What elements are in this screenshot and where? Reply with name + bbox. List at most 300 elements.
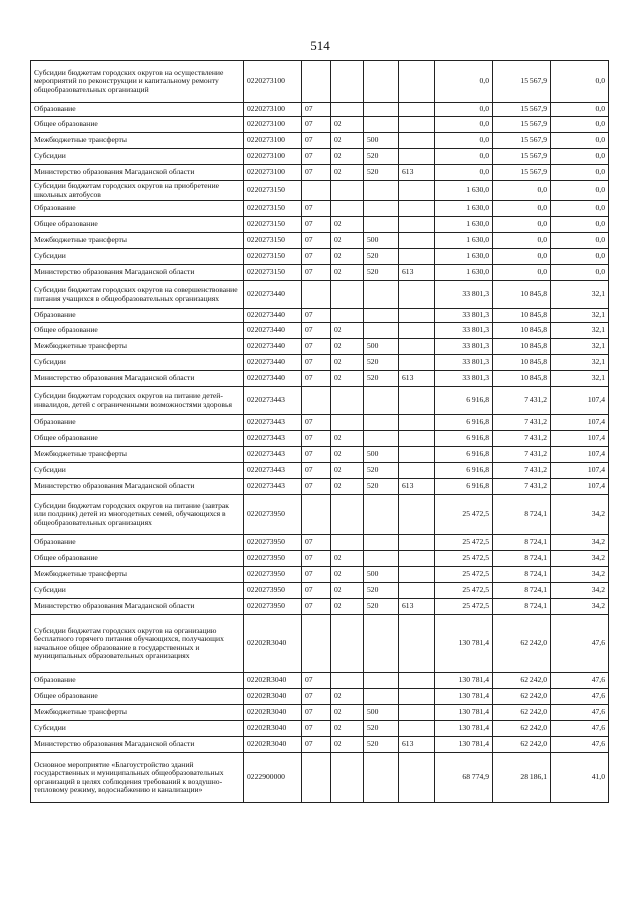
row-expense-type-code: 500 <box>364 705 399 721</box>
row-section-code: 07 <box>302 431 331 447</box>
row-administrator-code <box>399 567 435 583</box>
row-target-article-code: 0220273150 <box>244 201 302 217</box>
row-name: Министерство образования Магаданской области <box>31 165 244 181</box>
row-section-code <box>302 61 331 103</box>
row-plan-amount: 1 630,0 <box>435 201 493 217</box>
row-plan-amount: 1 630,0 <box>435 181 493 201</box>
row-expense-type-code <box>364 387 399 415</box>
row-section-code <box>302 181 331 201</box>
row-plan-amount: 25 472,5 <box>435 535 493 551</box>
row-name: Субсидии бюджетам городских округов на осуществление мероприятий по реконструкции и капитальному ремонту общеобразовательных организаций <box>31 61 244 103</box>
table-row <box>31 673 609 689</box>
row-target-article-code: 02202R3040 <box>244 689 302 705</box>
row-expense-type-code <box>364 117 399 133</box>
row-expense-type-code: 520 <box>364 355 399 371</box>
row-administrator-code <box>399 339 435 355</box>
row-subsection-code <box>331 181 364 201</box>
row-execution-percent: 47,6 <box>551 705 609 721</box>
row-expense-type-code: 520 <box>364 737 399 753</box>
row-section-code: 07 <box>302 535 331 551</box>
row-expense-type-code: 520 <box>364 479 399 495</box>
row-expense-type-code: 520 <box>364 265 399 281</box>
row-execution-percent: 0,0 <box>551 117 609 133</box>
row-section-code: 07 <box>302 689 331 705</box>
row-expense-type-code: 520 <box>364 463 399 479</box>
row-execution-percent: 107,4 <box>551 479 609 495</box>
row-name: Основное мероприятие «Благоустройство зданий государственных и муниципальных общеобразовательных организаций в целях соблюдения требований к воздушно-тепловому режиму, водоснабжению и канализации» <box>31 753 244 803</box>
row-administrator-code: 613 <box>399 165 435 181</box>
table-row <box>31 705 609 721</box>
row-name: Общее образование <box>31 431 244 447</box>
row-name: Субсидии бюджетам городских округов на совершенствование питания учащихся в общеобразовательных организациях <box>31 281 244 309</box>
row-subsection-code <box>331 281 364 309</box>
row-name: Образование <box>31 103 244 117</box>
row-plan-amount: 25 472,5 <box>435 599 493 615</box>
row-plan-amount: 130 781,4 <box>435 673 493 689</box>
row-name: Субсидии <box>31 721 244 737</box>
row-target-article-code: 0220273100 <box>244 149 302 165</box>
row-target-article-code: 0220273440 <box>244 355 302 371</box>
row-subsection-code <box>331 309 364 323</box>
row-actual-amount: 7 431,2 <box>493 463 551 479</box>
row-actual-amount: 10 845,8 <box>493 323 551 339</box>
row-subsection-code: 02 <box>331 265 364 281</box>
row-name: Субсидии бюджетам городских округов на организацию бесплатного горячего питания обучающихся, получающих начальное общее образование в государственных и муниципальных образовательных организациях <box>31 615 244 673</box>
row-execution-percent: 0,0 <box>551 103 609 117</box>
row-plan-amount: 33 801,3 <box>435 339 493 355</box>
row-execution-percent: 32,1 <box>551 323 609 339</box>
row-subsection-code: 02 <box>331 165 364 181</box>
row-actual-amount: 8 724,1 <box>493 551 551 567</box>
table-row <box>31 753 609 803</box>
row-plan-amount: 33 801,3 <box>435 281 493 309</box>
row-plan-amount: 1 630,0 <box>435 265 493 281</box>
row-target-article-code: 0220273950 <box>244 583 302 599</box>
row-actual-amount: 10 845,8 <box>493 371 551 387</box>
row-execution-percent: 0,0 <box>551 181 609 201</box>
row-administrator-code <box>399 689 435 705</box>
row-subsection-code: 02 <box>331 233 364 249</box>
table-row <box>31 103 609 117</box>
row-expense-type-code <box>364 415 399 431</box>
row-name: Образование <box>31 673 244 689</box>
table-row <box>31 447 609 463</box>
row-section-code: 07 <box>302 133 331 149</box>
row-expense-type-code: 520 <box>364 599 399 615</box>
row-plan-amount: 0,0 <box>435 61 493 103</box>
row-section-code: 07 <box>302 355 331 371</box>
row-section-code: 07 <box>302 583 331 599</box>
row-plan-amount: 33 801,3 <box>435 355 493 371</box>
row-execution-percent: 32,1 <box>551 281 609 309</box>
row-expense-type-code: 520 <box>364 371 399 387</box>
row-execution-percent: 0,0 <box>551 61 609 103</box>
row-administrator-code <box>399 447 435 463</box>
row-administrator-code <box>399 217 435 233</box>
table-row <box>31 567 609 583</box>
row-actual-amount: 7 431,2 <box>493 447 551 463</box>
row-actual-amount: 15 567,9 <box>493 133 551 149</box>
row-actual-amount: 8 724,1 <box>493 583 551 599</box>
row-plan-amount: 6 916,8 <box>435 479 493 495</box>
row-name: Общее образование <box>31 551 244 567</box>
table-row <box>31 233 609 249</box>
table-row <box>31 249 609 265</box>
row-actual-amount: 8 724,1 <box>493 567 551 583</box>
table-row <box>31 133 609 149</box>
row-section-code <box>302 753 331 803</box>
row-target-article-code: 0220273150 <box>244 181 302 201</box>
table-row <box>31 583 609 599</box>
row-name: Общее образование <box>31 117 244 133</box>
row-administrator-code <box>399 323 435 339</box>
row-execution-percent: 0,0 <box>551 149 609 165</box>
row-execution-percent: 47,6 <box>551 737 609 753</box>
row-administrator-code <box>399 355 435 371</box>
table-row <box>31 721 609 737</box>
row-administrator-code <box>399 583 435 599</box>
row-target-article-code: 0220273443 <box>244 415 302 431</box>
row-target-article-code: 0220273100 <box>244 61 302 103</box>
row-section-code <box>302 281 331 309</box>
row-administrator-code: 613 <box>399 265 435 281</box>
row-section-code: 07 <box>302 265 331 281</box>
table-row <box>31 535 609 551</box>
row-actual-amount: 8 724,1 <box>493 599 551 615</box>
row-actual-amount: 8 724,1 <box>493 495 551 535</box>
row-target-article-code: 0220273443 <box>244 479 302 495</box>
row-target-article-code: 02202R3040 <box>244 673 302 689</box>
row-name: Образование <box>31 535 244 551</box>
row-actual-amount: 7 431,2 <box>493 387 551 415</box>
table-row <box>31 201 609 217</box>
row-plan-amount: 130 781,4 <box>435 705 493 721</box>
row-execution-percent: 0,0 <box>551 133 609 149</box>
row-section-code <box>302 387 331 415</box>
row-actual-amount: 7 431,2 <box>493 431 551 447</box>
page-number: 514 <box>310 38 330 53</box>
table-row <box>31 181 609 201</box>
row-section-code: 07 <box>302 673 331 689</box>
row-plan-amount: 6 916,8 <box>435 463 493 479</box>
row-section-code: 07 <box>302 371 331 387</box>
row-actual-amount: 0,0 <box>493 249 551 265</box>
row-administrator-code <box>399 233 435 249</box>
row-target-article-code: 0220273150 <box>244 217 302 233</box>
row-section-code: 07 <box>302 117 331 133</box>
row-subsection-code: 02 <box>331 249 364 265</box>
row-administrator-code <box>399 431 435 447</box>
row-actual-amount: 0,0 <box>493 217 551 233</box>
row-plan-amount: 1 630,0 <box>435 217 493 233</box>
row-administrator-code <box>399 61 435 103</box>
row-name: Образование <box>31 415 244 431</box>
row-section-code: 07 <box>302 463 331 479</box>
row-plan-amount: 25 472,5 <box>435 495 493 535</box>
row-subsection-code <box>331 103 364 117</box>
row-execution-percent: 34,2 <box>551 551 609 567</box>
row-section-code: 07 <box>302 415 331 431</box>
row-subsection-code <box>331 495 364 535</box>
row-subsection-code: 02 <box>331 479 364 495</box>
row-actual-amount: 28 186,1 <box>493 753 551 803</box>
table-row <box>31 599 609 615</box>
row-name: Межбюджетные трансферты <box>31 567 244 583</box>
row-name: Общее образование <box>31 323 244 339</box>
row-plan-amount: 25 472,5 <box>435 567 493 583</box>
row-plan-amount: 0,0 <box>435 149 493 165</box>
row-target-article-code: 0220273150 <box>244 233 302 249</box>
table-row <box>31 217 609 233</box>
row-execution-percent: 41,0 <box>551 753 609 803</box>
row-target-article-code: 02202R3040 <box>244 737 302 753</box>
row-expense-type-code <box>364 281 399 309</box>
row-expense-type-code <box>364 673 399 689</box>
row-administrator-code <box>399 753 435 803</box>
row-name: Министерство образования Магаданской области <box>31 479 244 495</box>
row-administrator-code <box>399 535 435 551</box>
row-subsection-code <box>331 387 364 415</box>
row-administrator-code: 613 <box>399 599 435 615</box>
row-execution-percent: 0,0 <box>551 249 609 265</box>
row-expense-type-code <box>364 217 399 233</box>
table-row <box>31 309 609 323</box>
row-plan-amount: 6 916,8 <box>435 431 493 447</box>
row-actual-amount: 15 567,9 <box>493 165 551 181</box>
row-subsection-code <box>331 615 364 673</box>
row-plan-amount: 68 774,9 <box>435 753 493 803</box>
row-administrator-code: 613 <box>399 371 435 387</box>
row-expense-type-code <box>364 431 399 447</box>
row-target-article-code: 0220273443 <box>244 431 302 447</box>
row-plan-amount: 33 801,3 <box>435 309 493 323</box>
row-plan-amount: 0,0 <box>435 133 493 149</box>
row-actual-amount: 62 242,0 <box>493 705 551 721</box>
row-plan-amount: 1 630,0 <box>435 249 493 265</box>
row-plan-amount: 130 781,4 <box>435 615 493 673</box>
row-section-code: 07 <box>302 567 331 583</box>
row-name: Субсидии <box>31 583 244 599</box>
row-expense-type-code: 500 <box>364 567 399 583</box>
row-name: Межбюджетные трансферты <box>31 705 244 721</box>
row-actual-amount: 62 242,0 <box>493 615 551 673</box>
row-target-article-code: 0220273440 <box>244 281 302 309</box>
row-plan-amount: 6 916,8 <box>435 415 493 431</box>
table-row <box>31 615 609 673</box>
row-plan-amount: 25 472,5 <box>435 551 493 567</box>
row-target-article-code: 0220273150 <box>244 249 302 265</box>
row-expense-type-code: 520 <box>364 721 399 737</box>
row-target-article-code: 02202R3040 <box>244 615 302 673</box>
row-actual-amount: 0,0 <box>493 233 551 249</box>
table-row <box>31 737 609 753</box>
row-section-code: 07 <box>302 599 331 615</box>
row-administrator-code <box>399 249 435 265</box>
row-subsection-code: 02 <box>331 117 364 133</box>
row-expense-type-code: 520 <box>364 249 399 265</box>
row-target-article-code: 0220273443 <box>244 463 302 479</box>
row-plan-amount: 130 781,4 <box>435 721 493 737</box>
row-plan-amount: 33 801,3 <box>435 323 493 339</box>
row-plan-amount: 0,0 <box>435 117 493 133</box>
row-actual-amount: 62 242,0 <box>493 721 551 737</box>
row-section-code: 07 <box>302 201 331 217</box>
row-name: Министерство образования Магаданской области <box>31 371 244 387</box>
row-actual-amount: 62 242,0 <box>493 737 551 753</box>
row-target-article-code: 0220273100 <box>244 133 302 149</box>
row-target-article-code: 0220273443 <box>244 387 302 415</box>
table-row <box>31 551 609 567</box>
row-actual-amount: 15 567,9 <box>493 149 551 165</box>
row-execution-percent: 107,4 <box>551 387 609 415</box>
row-expense-type-code: 500 <box>364 339 399 355</box>
row-administrator-code <box>399 103 435 117</box>
row-subsection-code: 02 <box>331 217 364 233</box>
row-target-article-code: 02202R3040 <box>244 721 302 737</box>
row-subsection-code: 02 <box>331 447 364 463</box>
row-name: Субсидии бюджетам городских округов на приобретение школьных автобусов <box>31 181 244 201</box>
row-execution-percent: 32,1 <box>551 371 609 387</box>
row-actual-amount: 15 567,9 <box>493 103 551 117</box>
row-section-code: 07 <box>302 737 331 753</box>
row-target-article-code: 0220273440 <box>244 309 302 323</box>
row-target-article-code: 0220273440 <box>244 371 302 387</box>
row-name: Межбюджетные трансферты <box>31 447 244 463</box>
budget-table <box>30 60 609 803</box>
row-subsection-code: 02 <box>331 551 364 567</box>
row-target-article-code: 0220273950 <box>244 551 302 567</box>
row-section-code: 07 <box>302 249 331 265</box>
row-target-article-code: 0220273950 <box>244 495 302 535</box>
row-execution-percent: 0,0 <box>551 265 609 281</box>
row-subsection-code <box>331 753 364 803</box>
table-row <box>31 415 609 431</box>
row-target-article-code: 0220273100 <box>244 165 302 181</box>
row-plan-amount: 33 801,3 <box>435 371 493 387</box>
row-name: Субсидии <box>31 463 244 479</box>
table-row <box>31 281 609 309</box>
row-section-code: 07 <box>302 551 331 567</box>
row-administrator-code <box>399 387 435 415</box>
row-subsection-code: 02 <box>331 339 364 355</box>
row-administrator-code <box>399 495 435 535</box>
row-section-code: 07 <box>302 217 331 233</box>
row-execution-percent: 34,2 <box>551 599 609 615</box>
row-plan-amount: 6 916,8 <box>435 387 493 415</box>
row-administrator-code <box>399 281 435 309</box>
row-actual-amount: 0,0 <box>493 201 551 217</box>
row-actual-amount: 0,0 <box>493 181 551 201</box>
row-section-code <box>302 615 331 673</box>
row-administrator-code <box>399 615 435 673</box>
row-execution-percent: 34,2 <box>551 567 609 583</box>
row-target-article-code: 0220273150 <box>244 265 302 281</box>
row-subsection-code: 02 <box>331 149 364 165</box>
row-actual-amount: 15 567,9 <box>493 117 551 133</box>
row-expense-type-code: 520 <box>364 149 399 165</box>
row-name: Субсидии <box>31 249 244 265</box>
row-execution-percent: 34,2 <box>551 583 609 599</box>
row-actual-amount: 62 242,0 <box>493 673 551 689</box>
row-section-code: 07 <box>302 339 331 355</box>
row-plan-amount: 0,0 <box>435 103 493 117</box>
row-subsection-code: 02 <box>331 567 364 583</box>
row-expense-type-code: 500 <box>364 233 399 249</box>
row-subsection-code: 02 <box>331 355 364 371</box>
row-actual-amount: 8 724,1 <box>493 535 551 551</box>
row-subsection-code <box>331 535 364 551</box>
row-execution-percent: 34,2 <box>551 535 609 551</box>
row-administrator-code: 613 <box>399 479 435 495</box>
row-name: Министерство образования Магаданской области <box>31 265 244 281</box>
row-plan-amount: 6 916,8 <box>435 447 493 463</box>
row-actual-amount: 7 431,2 <box>493 479 551 495</box>
row-actual-amount: 62 242,0 <box>493 689 551 705</box>
row-target-article-code: 0220273950 <box>244 535 302 551</box>
row-subsection-code: 02 <box>331 583 364 599</box>
row-administrator-code: 613 <box>399 737 435 753</box>
row-section-code: 07 <box>302 309 331 323</box>
table-row <box>31 355 609 371</box>
row-actual-amount: 10 845,8 <box>493 339 551 355</box>
row-administrator-code <box>399 117 435 133</box>
row-administrator-code <box>399 133 435 149</box>
row-administrator-code <box>399 149 435 165</box>
row-administrator-code <box>399 705 435 721</box>
row-administrator-code <box>399 415 435 431</box>
row-execution-percent: 47,6 <box>551 673 609 689</box>
row-name: Межбюджетные трансферты <box>31 133 244 149</box>
row-execution-percent: 47,6 <box>551 689 609 705</box>
row-expense-type-code <box>364 495 399 535</box>
row-plan-amount: 0,0 <box>435 165 493 181</box>
row-expense-type-code <box>364 181 399 201</box>
row-plan-amount: 130 781,4 <box>435 689 493 705</box>
row-subsection-code <box>331 201 364 217</box>
row-expense-type-code: 500 <box>364 447 399 463</box>
row-expense-type-code <box>364 615 399 673</box>
row-section-code: 07 <box>302 721 331 737</box>
row-actual-amount: 15 567,9 <box>493 61 551 103</box>
row-subsection-code: 02 <box>331 323 364 339</box>
row-execution-percent: 107,4 <box>551 463 609 479</box>
row-expense-type-code: 520 <box>364 165 399 181</box>
row-target-article-code: 0220273443 <box>244 447 302 463</box>
row-execution-percent: 0,0 <box>551 201 609 217</box>
row-name: Министерство образования Магаданской области <box>31 737 244 753</box>
row-subsection-code: 02 <box>331 705 364 721</box>
row-section-code: 07 <box>302 103 331 117</box>
row-actual-amount: 10 845,8 <box>493 355 551 371</box>
row-actual-amount: 10 845,8 <box>493 281 551 309</box>
row-execution-percent: 107,4 <box>551 415 609 431</box>
row-expense-type-code <box>364 753 399 803</box>
table-row <box>31 61 609 103</box>
row-execution-percent: 32,1 <box>551 309 609 323</box>
row-name: Общее образование <box>31 217 244 233</box>
row-plan-amount: 130 781,4 <box>435 737 493 753</box>
row-subsection-code: 02 <box>331 133 364 149</box>
row-administrator-code <box>399 463 435 479</box>
row-expense-type-code: 520 <box>364 583 399 599</box>
row-execution-percent: 0,0 <box>551 165 609 181</box>
row-expense-type-code: 500 <box>364 133 399 149</box>
row-name: Межбюджетные трансферты <box>31 339 244 355</box>
row-section-code: 07 <box>302 233 331 249</box>
row-actual-amount: 10 845,8 <box>493 309 551 323</box>
row-subsection-code: 02 <box>331 431 364 447</box>
row-target-article-code: 0220273440 <box>244 323 302 339</box>
